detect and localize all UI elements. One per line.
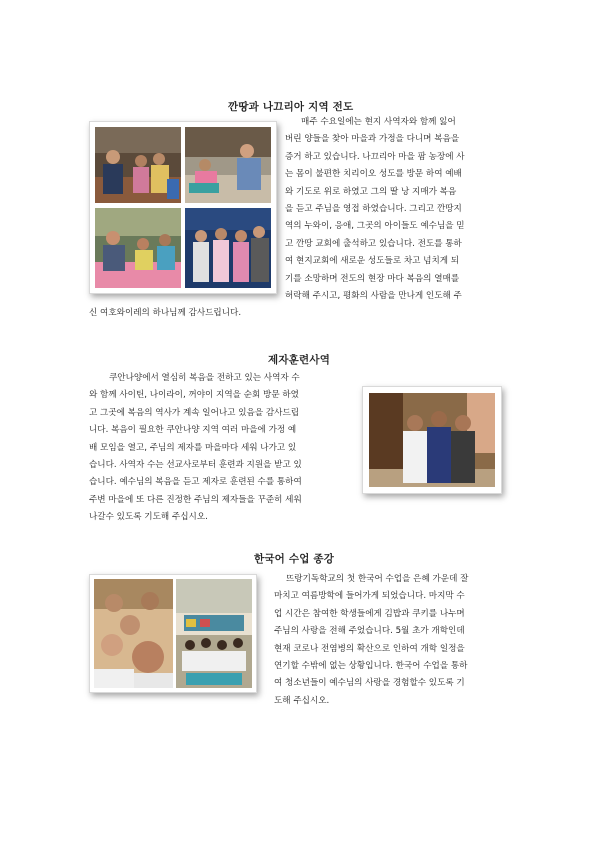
text-line: 니다. 복음이 필요한 쿠안나양 지역 여러 마을에 가정 예 [89,425,297,436]
text-line: 여 청소년들이 예수님의 사랑을 경험할수 있도록 기 [274,678,465,689]
text-line: 습니다. 사역자 수는 선교사로부터 훈련과 지원을 받고 있 [89,460,302,471]
photo-students-selfie [94,579,173,688]
text-line: 습니다. 예수님의 복음을 듣고 제자로 훈련된 수를 통하여 [89,477,302,488]
section-body-evangelism [89,114,519,323]
text-line: 역의 누와이, 응애, 그곳의 아이들도 예수님을 믿 [285,221,465,232]
text-line: 기를 소망하며 전도의 현장 마다 복음의 열매를 [285,273,460,284]
text-line: 증거 하고 있습니다. 나끄리아 마을 팜 농장에 사 [285,151,465,162]
text-line: 쿠안나양에서 열심히 복음을 전하고 있는 사역자 수 [109,373,300,383]
section-body-korean-class [274,571,519,710]
text-line: 고 그곳에 복음의 역사가 계속 일어나고 있음을 감사드립 [89,407,300,418]
text-line: 매주 수요일에는 현지 사역자와 함께 잃어 [301,117,456,127]
section-title-evangelism: 깐땅과 나끄리아 지역 전도 [228,101,354,113]
photo-three-women [369,393,495,487]
text-line: 마치고 여름방학에 들어가게 되었습니다. 마지막 수 [274,591,465,602]
photo-classroom [176,579,252,688]
text-line: 나갈수 있도록 기도해 주십시오. [89,512,208,523]
text-line: 주변 마을에 또 다른 진정한 주님의 제자들을 꾸준히 세워 [89,494,302,505]
text-line: 을 듣고 주님을 영접 하였습니다. 그리고 깐땅지 [285,204,462,215]
section-body-discipleship [89,370,351,527]
text-line: 연기할 수밖에 없는 상황입니다. 한국어 수업을 통하 [274,661,468,672]
text-line: 는 몸이 불편한 치리이오 성도를 방문 하여 예배 [285,169,462,180]
text-line: 고 깐땅 교회에 출석하고 있습니다. 전도를 통하 [285,238,462,249]
text-line: 허락해 주시고, 평화의 사람을 만나게 인도해 주 [285,291,462,302]
section-title-discipleship: 제자훈련사역 [268,354,331,366]
text-line: 버린 양들을 찾아 마을과 가정을 다니며 복음을 [285,134,460,145]
section-title-korean-class: 한국어 수업 종강 [254,553,335,565]
text-line: 뜨랑기독학교의 첫 한국어 수업을 은혜 가운데 잘 [286,574,469,584]
text-line: 주님의 사랑을 전해 주었습니다. 5월 초가 개학인데 [274,626,465,637]
photo-collage-korean-class [89,574,257,693]
text-line: 여 현지교회에 새로운 성도들로 차고 넘치게 되 [285,256,460,267]
text-line: 신 여호와이레의 하나님께 감사드립니다. [89,308,242,319]
text-line: 와 함께 사이틴, 나이라이, 꺼야이 지역을 순회 방문 하였 [89,390,299,401]
text-line: 배 모임을 열고, 주님의 제자를 마을마다 세워 나가고 있 [89,442,297,453]
text-line: 현재 코로나 전염병의 확산으로 인하여 개학 일정을 [274,643,465,654]
photo-discipleship [362,386,502,494]
text-line: 와 기도로 위로 하였고 그의 딸 낭 지매가 복음 [285,186,457,197]
text-line: 업 시간은 참여한 학생들에게 김밥과 쿠키를 나누며 [274,608,465,619]
text-line: 도해 주십시오. [274,695,330,706]
